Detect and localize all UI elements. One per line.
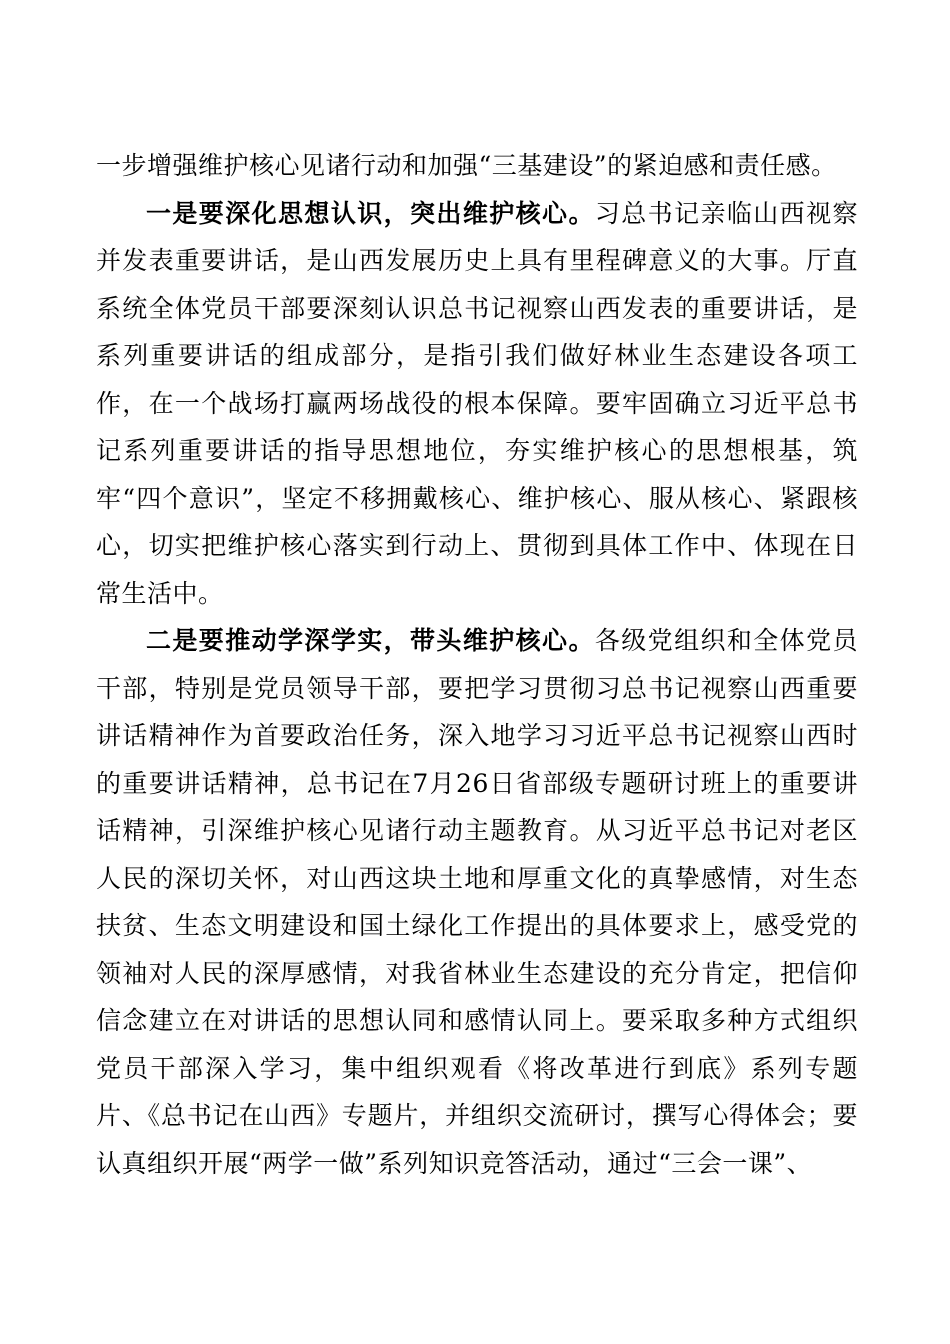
document-page	[96, 142, 858, 1187]
paragraph-text: 各级党组织和全体党员干部，特别是党员领导干部，要把学习贯彻习总书记视察山西重要讲话精神作为首要政治任务，深入地学习习近平总书记视察山西时的重要讲话精神，总书记在7月26日省部级专题研讨班上的重要讲话精神，引深维护核心见诸行动主题教育。从习近平总书记对老区人民的深切关怀，对山西这块土地和厚重文化的真挚感情，对生态扶贫、生态文明建设和国土绿化工作提出的具体要求上，感受党的领袖对人民的深厚感情，对我省林业生态建设的充分肯定，把信仰信念建立在对讲话的思想认同和感情认同上。要采取多种方式组织党员干部深入学习，集中组织观看《将改革进行到底》系列专题片、《总书记在山西》专题片，并组织交流研讨，撰写心得体会；要认真组织开展“两学一做”系列知识竞答活动，通过“三会一课”、	[96, 626, 858, 1178]
paragraph-point-one	[96, 190, 858, 618]
paragraph-continuation	[96, 142, 858, 190]
paragraph-text: 习总书记亲临山西视察并发表重要讲话，是山西发展历史上具有里程碑意义的大事。厅直系统全体党员干部要深刻认识总书记视察山西发表的重要讲话，是系列重要讲话的组成部分，是指引我们做好林业生态建设各项工作，在一个战场打赢两场战役的根本保障。要牢固确立习近平总书记系列重要讲话的指导思想地位，夯实维护核心的思想根基，筑牢“四个意识”，坚定不移拥戴核心、维护核心、服从核心、紧跟核心，切实把维护核心落实到行动上、贯彻到具体工作中、体现在日常生活中。	[96, 198, 858, 608]
paragraph-point-two	[96, 617, 858, 1187]
paragraph-heading: 一是要深化思想认识，突出维护核心。	[146, 198, 595, 228]
paragraph-text: 一步增强维护核心见诸行动和加强“三基建设”的紧迫感和责任感。	[96, 151, 837, 180]
paragraph-heading: 二是要推动学深学实，带头维护核心。	[146, 626, 595, 655]
